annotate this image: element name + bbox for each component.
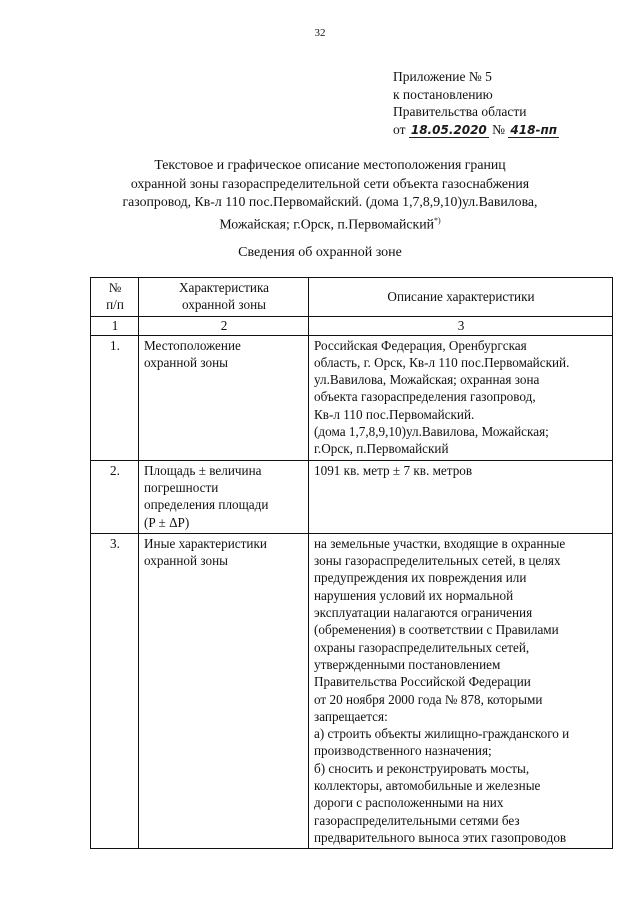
desc-line: эксплуатации налагаются ограничения — [314, 605, 533, 621]
desc-line: дороги с расположенными на них — [314, 795, 504, 811]
header-num-line-2: п/п — [106, 297, 124, 313]
title-line-1: Текстовое и графическое описание местоположения границ — [154, 157, 506, 172]
row-number: 2. — [91, 460, 139, 533]
desc-line: утвержденными постановлением — [314, 656, 501, 672]
desc-line: Правительства Российской Федерации — [314, 674, 531, 690]
char-line: Местоположение — [144, 337, 241, 353]
desc-line: объекта газораспределения газопровод, — [314, 389, 536, 405]
row-characteristic — [139, 533, 309, 848]
desc-line: зоны газораспределительных сетей, в целях — [314, 553, 561, 569]
desc-line: б) сносить и реконструировать мосты, — [314, 760, 530, 776]
column-number-2: 2 — [139, 316, 309, 335]
char-line: охранной зоны — [144, 553, 229, 569]
desc-line: запрещается: — [314, 708, 388, 724]
char-line: определения площади — [144, 497, 269, 513]
number-prefix: № — [492, 121, 506, 137]
char-line: (P ± ΔP) — [144, 514, 190, 530]
column-number-1: 1 — [91, 316, 139, 335]
desc-line: Российская Федерация, Оренбургская — [314, 337, 527, 353]
table-row — [91, 460, 613, 533]
desc-line: газораспределительными сетями без — [314, 812, 520, 828]
header-char-line-2: охранной зоны — [181, 297, 266, 313]
char-line: Площадь ± величина — [144, 462, 262, 478]
appendix-block — [393, 68, 559, 138]
title-line-4-text: Можайская; г.Орск, п.Первомайский — [219, 216, 434, 232]
appendix-line-1: Приложение № 5 — [393, 69, 492, 84]
row-description — [309, 335, 613, 460]
table-header-row — [91, 278, 613, 317]
char-line: погрешности — [144, 479, 219, 495]
header-num — [91, 278, 139, 317]
title-line-4 — [80, 212, 580, 234]
row-description — [309, 533, 613, 848]
desc-line: охраны газораспределительных сетей, — [314, 639, 530, 655]
handwritten-number: 418-пп — [510, 122, 558, 137]
handwritten-date: 18.05.2020 — [410, 122, 487, 137]
desc-line: производственного назначения; — [314, 743, 492, 759]
page-number: 32 — [314, 27, 326, 39]
section-title: Сведения об охранной зоне — [238, 245, 402, 260]
desc-line: от 20 ноября 2000 года № 878, которыми — [314, 691, 543, 707]
header-num-line-1: № — [108, 280, 122, 295]
header-description: Описание характеристики — [309, 278, 613, 317]
appendix-line-2: к постановлению — [393, 86, 493, 102]
header-characteristic — [139, 278, 309, 317]
zone-table — [90, 277, 613, 849]
desc-line: на земельные участки, входящие в охранные — [314, 535, 566, 551]
appendix-line-3: Правительства области — [393, 104, 527, 119]
desc-line: г.Орск, п.Первомайский — [314, 441, 449, 457]
table-row — [91, 335, 613, 460]
row-characteristic — [139, 335, 309, 460]
desc-line: нарушения условий их нормальной — [314, 587, 514, 603]
row-description — [309, 460, 613, 533]
desc-line: коллекторы, автомобильные и железные — [314, 778, 541, 794]
desc-line: а) строить объекты жилищно-гражданского и — [314, 726, 570, 742]
desc-line: ул.Вавилова, Можайская; охранная зона — [314, 372, 540, 388]
row-number: 3. — [91, 533, 139, 848]
row-number: 1. — [91, 335, 139, 460]
document-title — [80, 156, 580, 234]
row-characteristic — [139, 460, 309, 533]
desc-line: предупреждения их повреждения или — [314, 570, 527, 586]
column-number-3: 3 — [309, 316, 613, 335]
char-line: охранной зоны — [144, 354, 229, 370]
desc-line: Кв-л 110 пос.Первомайский. — [314, 406, 475, 422]
table-row — [91, 533, 613, 848]
footnote-mark: *) — [433, 215, 441, 225]
header-char-line-1: Характеристика — [178, 280, 270, 295]
desc-line: (обременения) в соответствии с Правилами — [314, 622, 559, 638]
column-number-row — [91, 316, 613, 335]
desc-line: предварительного выноса этих газопроводов — [314, 829, 567, 845]
title-line-2: охранной зоны газораспределительной сети объекта газоснабжения — [130, 175, 530, 191]
appendix-date-line — [393, 121, 559, 139]
desc-line: область, г. Орск, Кв-л 110 пос.Первомайский. — [314, 354, 570, 370]
char-line: Иные характеристики — [144, 535, 267, 551]
date-prefix: от — [393, 121, 406, 137]
desc-line: (дома 1,7,8,9,10)ул.Вавилова, Можайская; — [314, 424, 549, 440]
title-line-3: газопровод, Кв-л 110 пос.Первомайский. (дома 1,7,8,9,10)ул.Вавилова, — [122, 194, 538, 209]
desc-line: 1091 кв. метр ± 7 кв. метров — [314, 462, 473, 478]
